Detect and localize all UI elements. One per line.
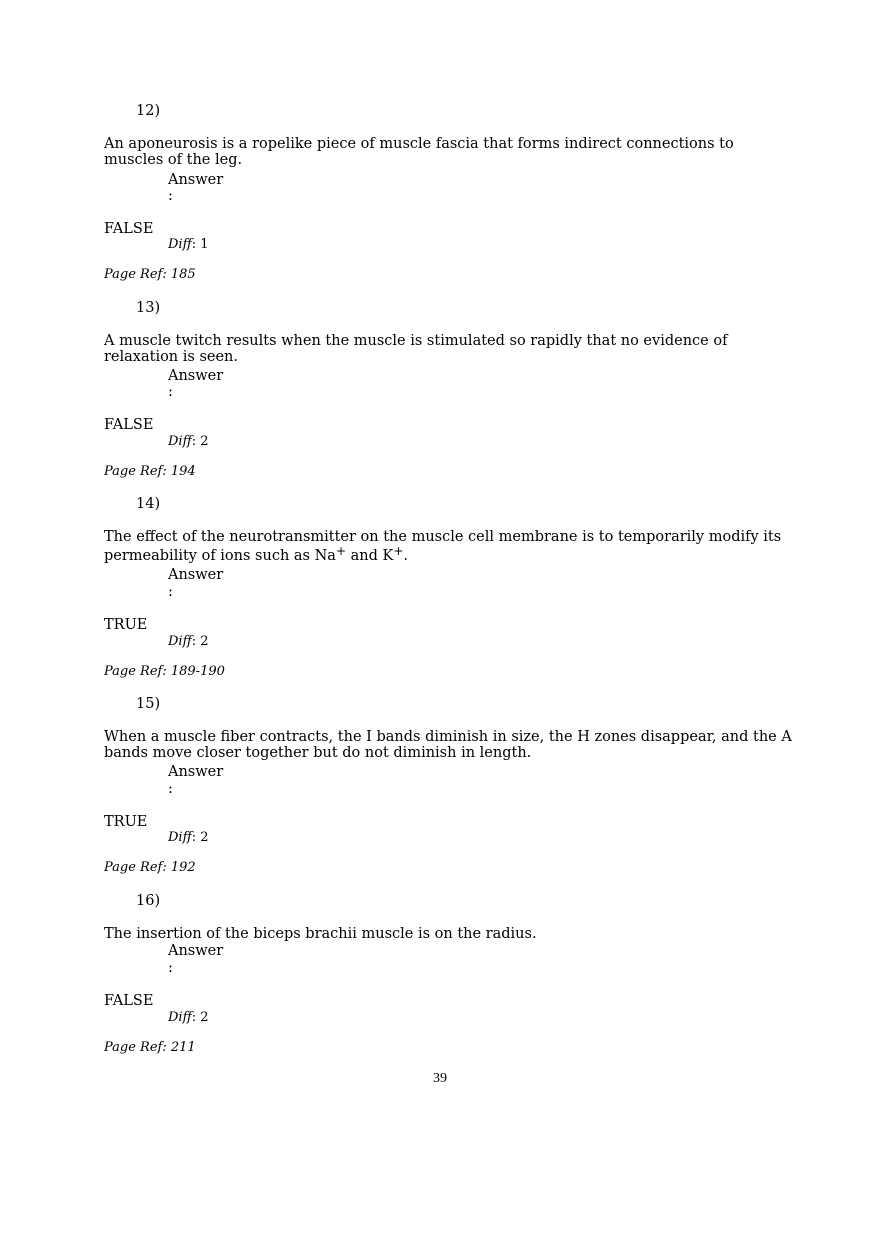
difficulty: Diff: 2 <box>168 1010 209 1025</box>
difficulty: Diff: 2 <box>168 634 209 649</box>
question-number: 15) <box>136 696 161 712</box>
answer-value: FALSE <box>104 417 154 433</box>
answer-label: Answer <box>168 943 224 959</box>
question-statement: The insertion of the biceps brachii muscle is on the radius. <box>104 926 537 942</box>
page-reference: Page Ref: 189-190 <box>104 664 225 679</box>
answer-label: Answer <box>168 172 224 188</box>
difficulty: Diff: 2 <box>168 830 209 845</box>
page-reference: Page Ref: 194 <box>104 464 196 479</box>
answer-colon: : <box>168 960 173 976</box>
question-statement: An aponeurosis is a ropelike piece of muscle fascia that forms indirect connections to muscles of the leg. <box>104 136 734 168</box>
question-number: 13) <box>136 300 161 316</box>
answer-label: Answer <box>168 764 224 780</box>
page-reference: Page Ref: 185 <box>104 267 196 282</box>
superscript-plus: + <box>335 544 346 558</box>
question-statement: The effect of the neurotransmitter on the muscle cell membrane is to temporarily modify its permeability of ions such as Na+ and K+. <box>104 529 782 564</box>
answer-colon: : <box>168 188 173 204</box>
page-reference: Page Ref: 211 <box>104 1040 196 1055</box>
page-reference: Page Ref: 192 <box>104 860 196 875</box>
page-number: 39 <box>433 1071 447 1086</box>
answer-colon: : <box>168 584 173 600</box>
question-statement: When a muscle fiber contracts, the I bands diminish in size, the H zones disappear, and the A bands move closer together but do not diminish in length. <box>104 729 792 761</box>
question-number: 12) <box>136 103 161 119</box>
answer-value: FALSE <box>104 221 154 237</box>
question-number: 14) <box>136 496 161 512</box>
answer-colon: : <box>168 781 173 797</box>
answer-value: TRUE <box>104 814 148 830</box>
question-number: 16) <box>136 893 161 909</box>
answer-colon: : <box>168 384 173 400</box>
difficulty: Diff: 1 <box>168 237 209 252</box>
superscript-plus: + <box>393 544 404 558</box>
answer-value: TRUE <box>104 617 148 633</box>
answer-label: Answer <box>168 567 224 583</box>
difficulty: Diff: 2 <box>168 434 209 449</box>
question-statement: A muscle twitch results when the muscle is stimulated so rapidly that no evidence of relaxation is seen. <box>104 333 728 365</box>
answer-label: Answer <box>168 368 224 384</box>
answer-value: FALSE <box>104 993 154 1009</box>
